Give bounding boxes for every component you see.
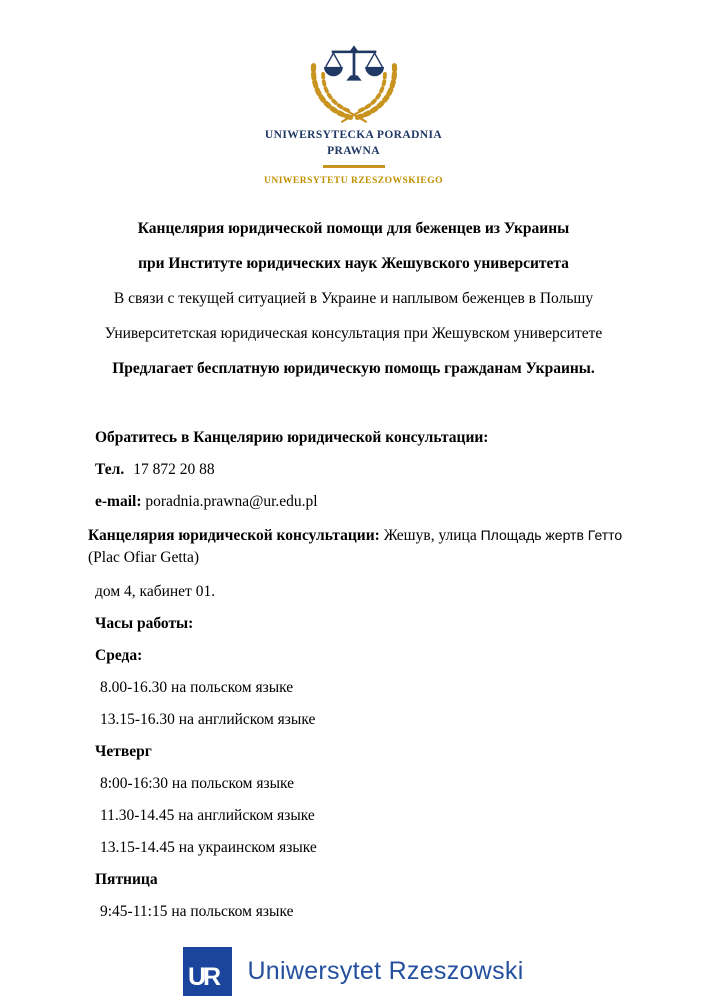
announcement-title [0,219,707,378]
upp-logo [0,42,707,187]
org-name-line1: UNIWERSYTECKA PORADNIA [264,129,443,141]
address-city: Жешув, улица [383,526,477,544]
slot-wed-english: 13.15-16.30 на английском языке [100,710,316,728]
phone-number: 17 872 20 88 [133,460,215,478]
address-street-pl: (Plac Ofiar Getta) [88,548,200,566]
phone-line [95,460,657,479]
title-line-2: при Институте юридических наук Жешувского университета [138,254,569,272]
phone-label: Тел. [95,460,125,478]
contact-and-schedule [88,428,657,921]
day-friday: Пятница [95,870,158,888]
hours-heading: Часы работы: [95,614,194,632]
university-name: Uniwersytet Rzeszowski [247,956,524,985]
day-wednesday: Среда: [95,646,143,664]
address-line [88,524,650,569]
title-line-3: В связи с текущей ситуацией в Украине и наплывом беженцев в Польшу [113,289,594,307]
slot-wed-polish: 8.00-16.30 на польском языке [100,678,294,696]
slot-thu-ukrainian: 13.15-14.45 на украинском языке [100,838,317,856]
slot-thu-polish: 8:00-16:30 на польском языке [100,774,295,792]
slot-fri-polish: 9:45-11:15 на польском языке [100,902,294,920]
title-line-4: Университетская юридическая консультация при Жешувском университете [104,324,603,342]
address-label: Канцелярия юридической консультации: [88,526,380,544]
svg-text:UR: UR [188,962,219,991]
day-thursday: Четверг [95,742,152,760]
contact-heading: Обратитесь в Канцелярию юридической консультации: [95,428,489,446]
scales-of-justice-laurel-icon [294,42,414,126]
address-street-ru: Площадь жертв Гетто [480,526,623,543]
title-line-1: Канцелярия юридической помощи для беженцев из Украины [137,219,570,237]
email-address: poradnia.prawna@ur.edu.pl [145,492,318,510]
title-line-5: Предлагает бесплатную юридическую помощь гражданам Украины. [112,359,595,377]
org-name-line2: PRAWNA [327,145,380,157]
ur-monogram-icon [183,947,232,996]
university-footer-logo [0,947,707,996]
gold-divider [323,165,385,168]
email-label: e-mail: [95,492,142,510]
slot-thu-english: 11.30-14.45 на английском языке [100,806,315,824]
org-name-line3: UNIWERSYTETU RZESZOWSKIEGO [263,175,444,186]
email-line [95,492,657,511]
address-room: дом 4, кабинет 01. [95,582,216,600]
